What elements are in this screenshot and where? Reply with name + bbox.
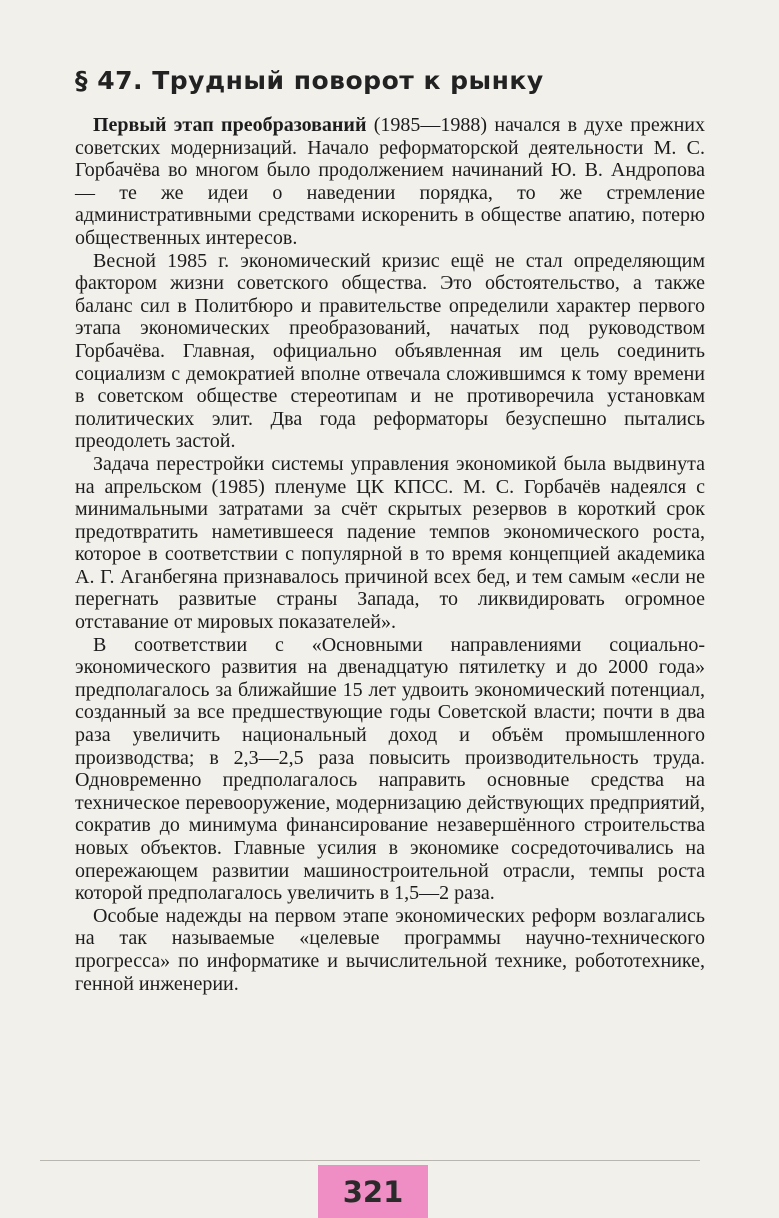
paragraph-text: (1985—1988) начался в духе прежних советских модернизаций. Начало реформаторской деятельности М. С. Горбачёва во многом было продолжением начинаний Ю. В. Андропова — те же идеи о наведении порядка, то же стремление административными средствами искоренить в обществе апатию, потерю общественных интересов.: [75, 114, 705, 249]
paragraph-text: Задача перестройки системы управления экономикой была выдвинута на апрельском (1985) пленуме ЦК КПСС. М. С. Горбачёв надеялся с минимальными затратами за счёт скрытых резервов в короткий срок предотвратить наметившееся падение темпов экономического роста, которое в соответствии с популярной в то время концепцией академика А. Г. Аганбегяна признавалось причиной всех бед, и тем самым «если не перегнать развитые страны Запада, то ликвидировать огромное отставание от мировых показателей».: [75, 452, 705, 634]
paragraph-5: [75, 905, 705, 995]
paragraph-text: Весной 1985 г. экономический кризис ещё не стал определяющим фактором жизни советского общества. Это обстоятельство, а также баланс сил в Политбюро и правительстве определили характер первого этапа экономических преобразований, начатых под руководством Горбачёва. Главная, официально объявленная им цель соединить социализм с демократией вполне отвечала сложившимся к тому времени в советском обществе стереотипам и не противоречила установкам политических элит. Два года реформаторы безуспешно пытались преодолеть застой.: [75, 249, 705, 453]
page-number-badge: [318, 1165, 428, 1218]
footer-divider: [40, 1160, 700, 1161]
paragraph-2: [75, 250, 705, 453]
paragraph-4: [75, 634, 705, 905]
section-heading: § 47. Трудный поворот к рынку: [75, 66, 544, 95]
page-number: 321: [342, 1174, 404, 1209]
paragraph-3: [75, 453, 705, 634]
paragraph-text: Особые надежды на первом этапе экономических реформ возлагались на так называемые «целевые программы научно-технического прогресса» по информатике и вычислительной технике, робототехнике, генной инженерии.: [75, 904, 705, 995]
paragraph-text: В соответствии с «Основными направлениями социально-экономического развития на двенадцатую пятилетку и до 2000 года» предполагалось за ближайшие 15 лет удвоить экономический потенциал, созданный за все предшествующие годы Советской власти; почти в два раза увеличить национальный доход и объём промышленного производства; в 2,3—2,5 раза повысить производительность труда. Одновременно предполагалось направить основные средства на техническое перевооружение, модернизацию действующих предприятий, сократив до минимума финансирование незавершённого строительства новых объектов. Главные усилия в экономике сосредоточивались на опережающем развитии машиностроительной отрасли, темпы роста которой предполагалось увеличить в 1,5—2 раза.: [75, 633, 705, 905]
body-text: [75, 114, 705, 995]
paragraph-1: [75, 114, 705, 250]
paragraph-lead: Первый этап преобразований: [93, 114, 367, 136]
